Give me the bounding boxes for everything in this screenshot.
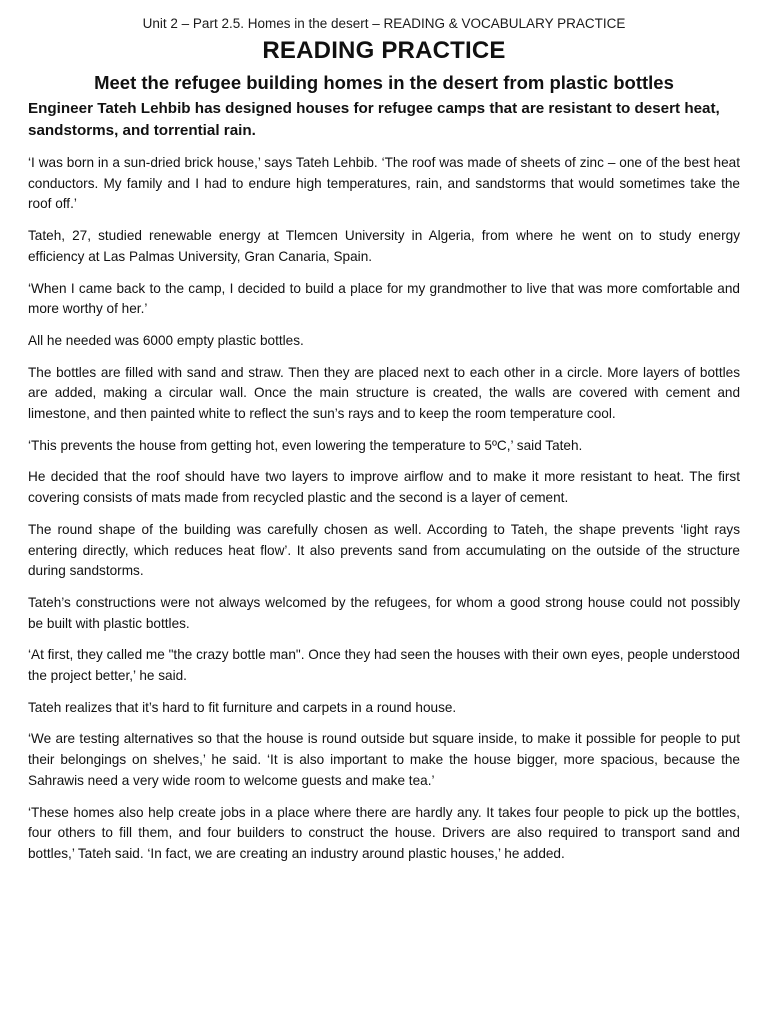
paragraph-8: The round shape of the building was carefully chosen as well. According to Tateh, the shape prevents ‘light rays entering directly, which reduces heat flow’. It also prevents sand from accumulating on the outside of the structure during sandstorms. [28,521,740,579]
paragraph-11: Tateh realizes that it’s hard to fit furniture and carpets in a round house. [28,699,457,715]
unit-heading: Unit 2 – Part 2.5. Homes in the desert – READING & VOCABULARY PRACTICE [142,16,626,31]
paragraph-6: ‘This prevents the house from getting hot, even lowering the temperature to 5ºC,’ said Tateh. [28,437,583,453]
paragraph-1: ‘I was born in a sun-dried brick house,’ says Tateh Lehbib. ‘The roof was made of sheets of zinc – one of the best heat conductors. My family and I had to endure high temperatures, rain, and sandstorms that would sometimes take the roof off.’ [28,155,740,212]
article-title: Meet the refugee building homes in the desert from plastic bottles [94,72,674,93]
paragraph-13: ‘These homes also help create jobs in a place where there are hardly any. It takes four people to pick up the bottles, four others to fill them, and four builders to construct the house. Drivers are also required to transport sand and bottles,’ Tateh said. ‘In fact, we are creating an industry around plastic houses,’ he added. [28,804,740,861]
paragraph-7: He decided that the roof should have two layers to improve airflow and to make it more resistant to heat. The first covering consists of mats made from recycled plastic and the second is a layer of cement. [28,469,740,506]
page-title: READING PRACTICE [262,37,506,64]
document-page [28,14,740,865]
paragraph-2: Tateh, 27, studied renewable energy at Tlemcen University in Algeria, from where he went on to study energy efficiency at Las Palmas University, Gran Canaria, Spain. [28,228,740,264]
paragraph-3: ‘When I came back to the camp, I decided to build a place for my grandmother to live that was more comfortable and more worthy of her.’ [28,280,740,317]
paragraph-4: All he needed was 6000 empty plastic bottles. [28,332,304,348]
article-lead: Engineer Tateh Lehbib has designed houses for refugee camps that are resistant to desert heat, sandstorms, and torrential rain. [28,100,720,139]
paragraph-10: ‘At first, they called me "the crazy bottle man". Once they had seen the houses with their own eyes, people understood the project better,’ he said. [28,647,740,684]
paragraph-12: ‘We are testing alternatives so that the house is round outside but square inside, to make it possible for people to put their belongings on shelves,’ he said. ‘It is also important to make the house bigger, more spacious, because the Sahrawis need a very wide room to welcome guests and make tea.’ [28,731,740,788]
paragraph-9: Tateh’s constructions were not always welcomed by the refugees, for whom a good strong house could not possibly be built with plastic bottles. [28,594,740,631]
paragraph-5: The bottles are filled with sand and straw. Then they are placed next to each other in a circle. More layers of bottles are added, making a circular wall. Once the main structure is created, the walls are covered with cement and limestone, and then painted white to reflect the sun’s rays and to keep the room temperature cool. [28,364,740,422]
